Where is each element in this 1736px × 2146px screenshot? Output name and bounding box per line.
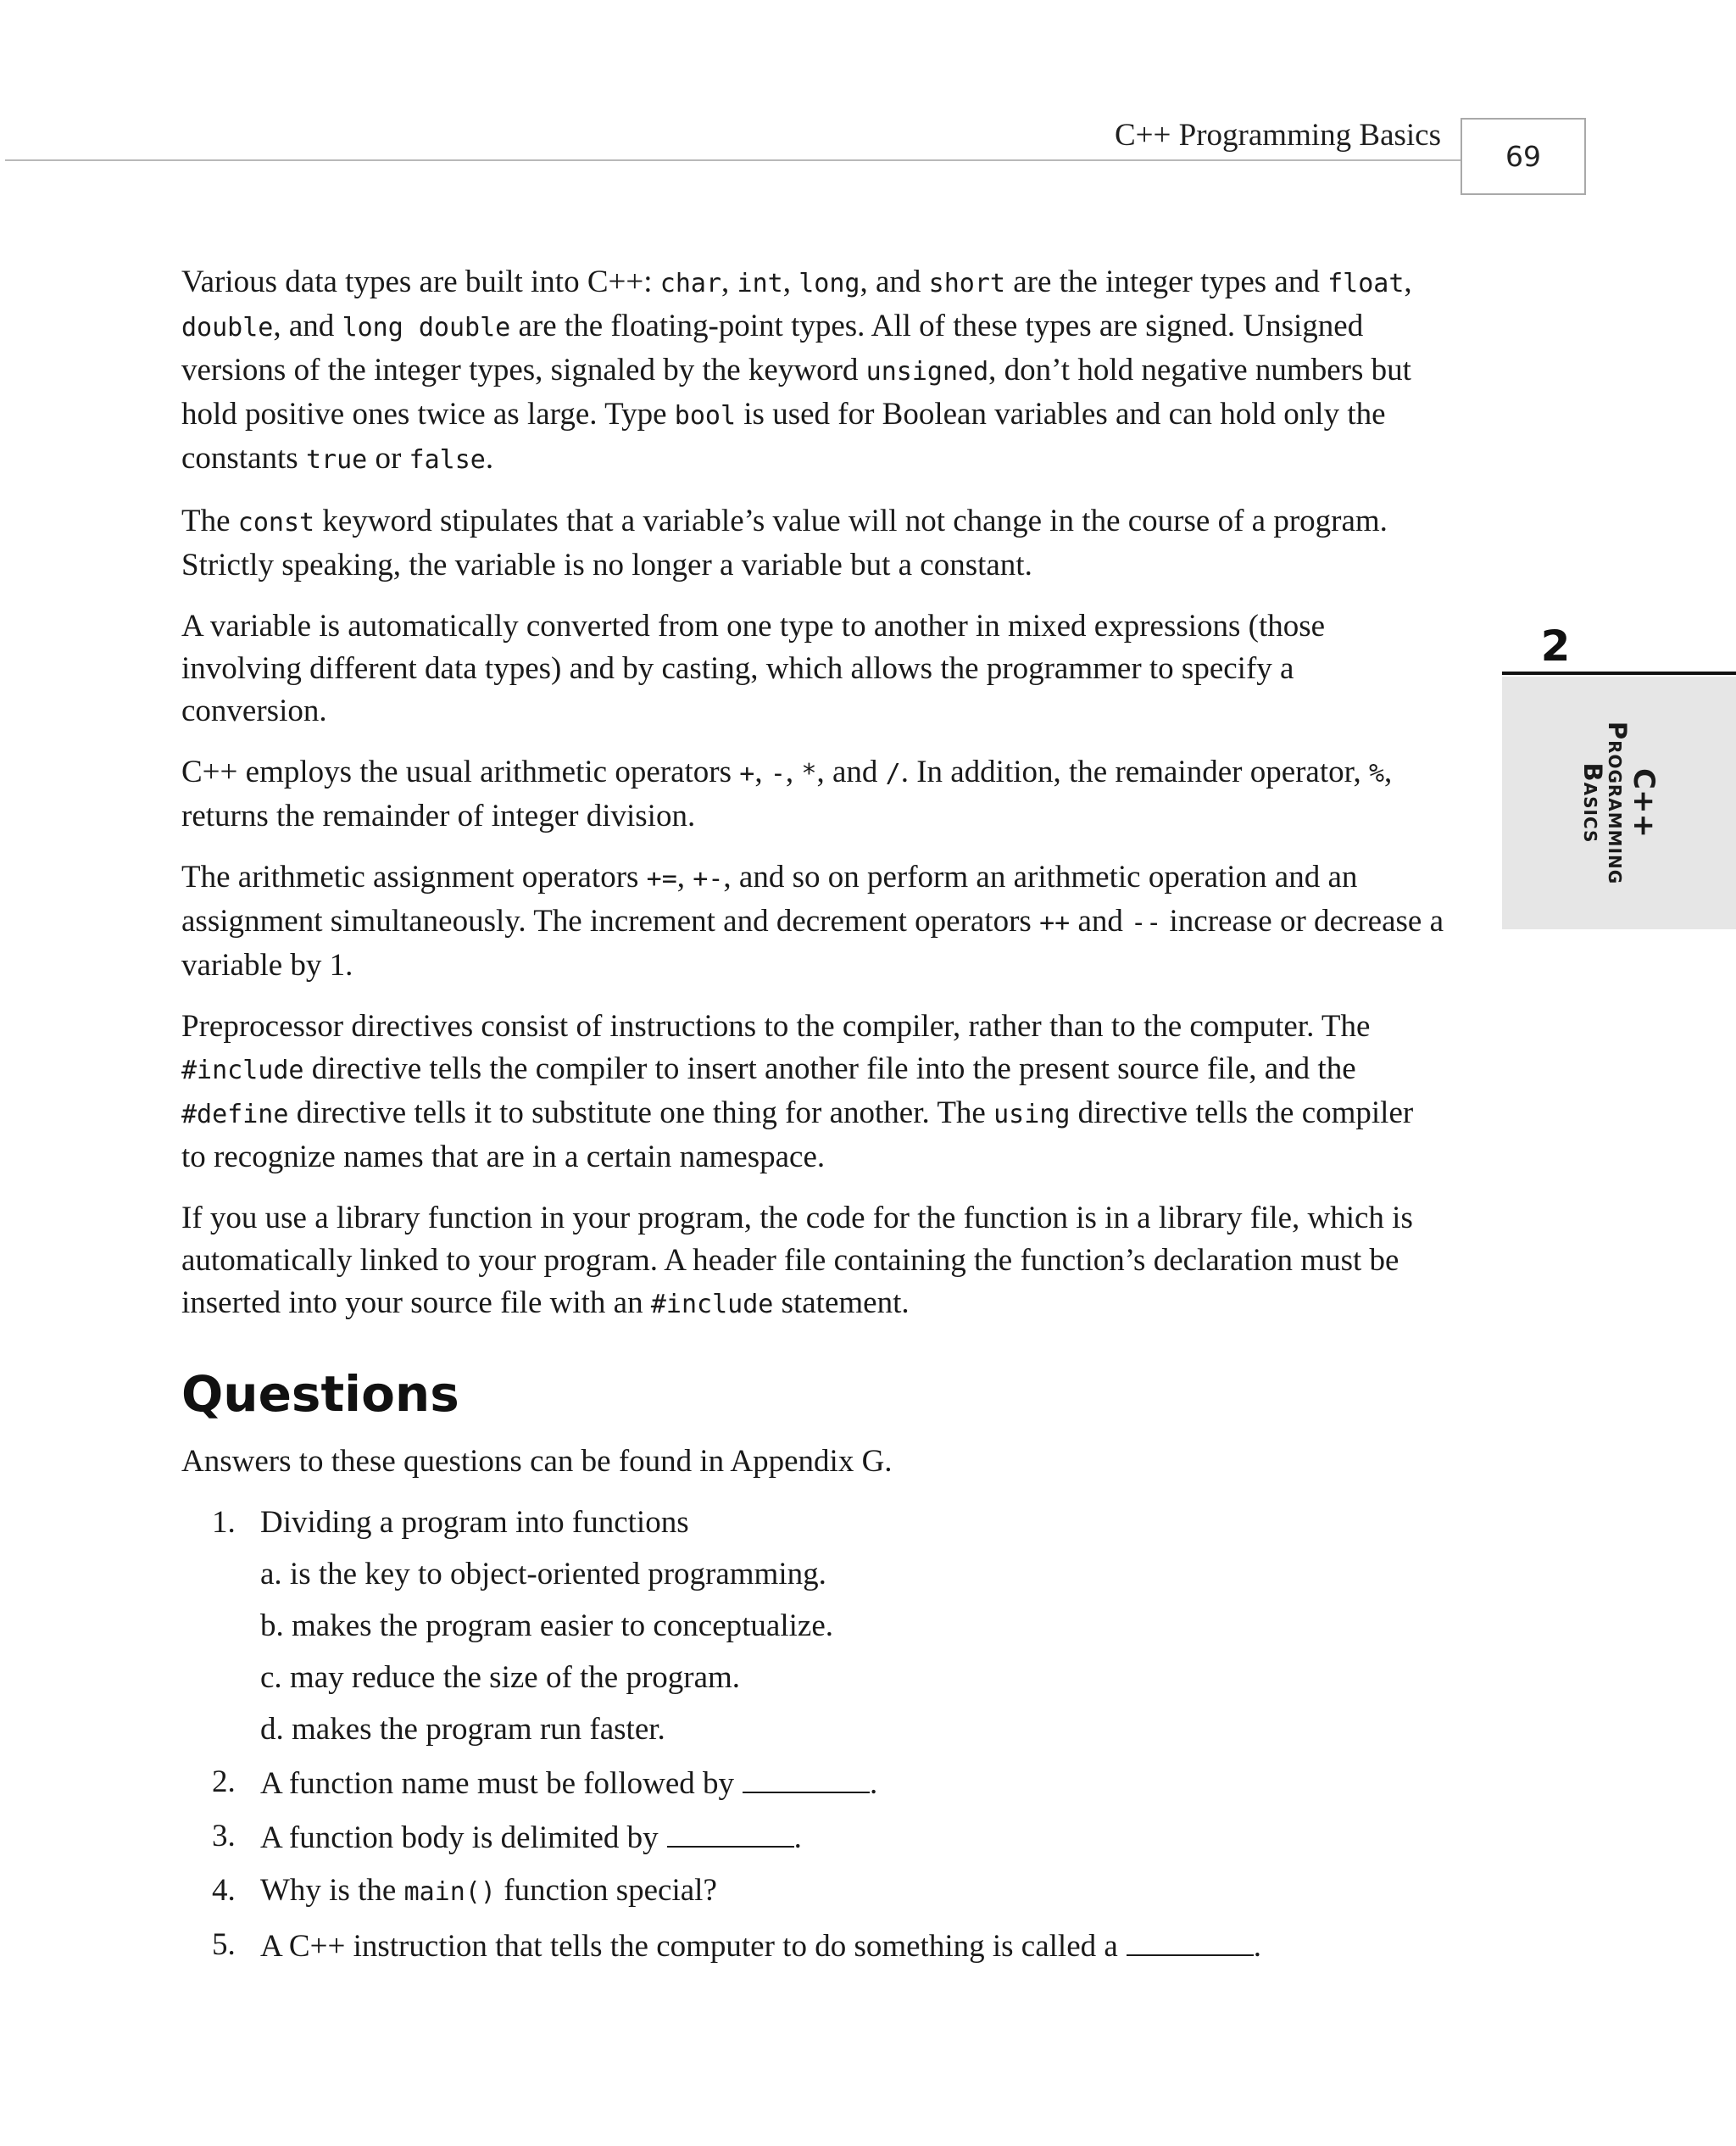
question-item: 3. A function body is delimited by . [181, 1815, 1444, 1859]
page-number-box [1461, 118, 1586, 195]
side-tab-line2: Programming [1603, 721, 1632, 885]
paragraph-const: The const keyword stipulates that a variable’s value will not change in the course of a program. Strictly speaking, the variable is no longer a variable but a constant. [181, 504, 1388, 582]
paragraph-preprocessor: Preprocessor directives consist of instructions to the compiler, rather than to the computer. The #include directive tells the compiler to insert another file into the present source file, and the #define directive tells it to substitute one thing for another. The using directive tells the compiler to recognize names that are in a certain namespace. [181, 1009, 1414, 1174]
side-tab-line1: C++ [1627, 768, 1661, 838]
chapter-side-tab [1502, 677, 1736, 929]
chapter-number: 2 [1540, 622, 1571, 671]
paragraph-data-types: Various data types are built into C++: char, int, long, and short are the integer types and float, double, and long double are the floating-point types. All of these types are signed. Unsigned versions of the integer types, signaled by the keyword unsigned, don’t hold negative numbers but hold positive ones twice as large. Type bool is used for Boolean variables and can hold only the constants true or false. [181, 265, 1412, 476]
questions-intro: Answers to these questions can be found in Appendix G. [181, 1444, 893, 1479]
paragraph-assignment-operators: The arithmetic assignment operators +=, +-, and so on perform an arithmetic operation and an assignment simultaneously. The increment and decrement operators ++ and -- increase or decrease a variable by 1. [181, 860, 1444, 983]
questions-heading: Questions [181, 1365, 459, 1423]
answer-blank [1127, 1924, 1254, 1956]
page-number: 69 [1505, 140, 1541, 173]
question-option: d. makes the program run faster. [260, 1712, 665, 1747]
question-option: c. may reduce the size of the program. [260, 1660, 741, 1695]
header-rule [5, 159, 1463, 161]
paragraph-conversion: A variable is automatically converted from one type to another in mixed expressions (those involving different data types) and by casting, which allows the programmer to specify a conversion. [181, 609, 1326, 728]
answer-blank [743, 1761, 870, 1793]
question-option: b. makes the program easier to conceptualize. [260, 1608, 833, 1643]
questions-list [181, 1502, 1444, 1968]
side-tab-line3: Basics [1578, 762, 1607, 844]
question-item: 5. A C++ instruction that tells the computer to do something is called a . [181, 1924, 1444, 1968]
question-option: a. is the key to object-oriented programming. [260, 1557, 826, 1591]
page-body [181, 261, 1444, 1978]
question-item: 2. A function name must be followed by . [181, 1761, 1444, 1805]
running-title: C++ Programming Basics [1115, 118, 1441, 153]
question-item: 1. Dividing a program into functions a. is the key to object-oriented programming. b. makes the program easier to conceptualize. c. may reduce the size of the program. d. makes the program run faster. [181, 1502, 1444, 1751]
paragraph-library-function: If you use a library function in your program, the code for the function is in a library file, which is automatically linked to your program. A header file containing the function’s declaration must be inserted into your source file with an #include statement. [181, 1201, 1413, 1320]
question-item: 4. Why is the main() function special? [212, 1873, 717, 1908]
chapter-rule [1502, 672, 1736, 675]
answer-blank [667, 1815, 794, 1848]
paragraph-arithmetic-operators: C++ employs the usual arithmetic operators +, -, *, and /. In addition, the remainder operator, %, returns the remainder of integer division. [181, 755, 1393, 833]
chapter-side-tab-label [1578, 721, 1661, 885]
